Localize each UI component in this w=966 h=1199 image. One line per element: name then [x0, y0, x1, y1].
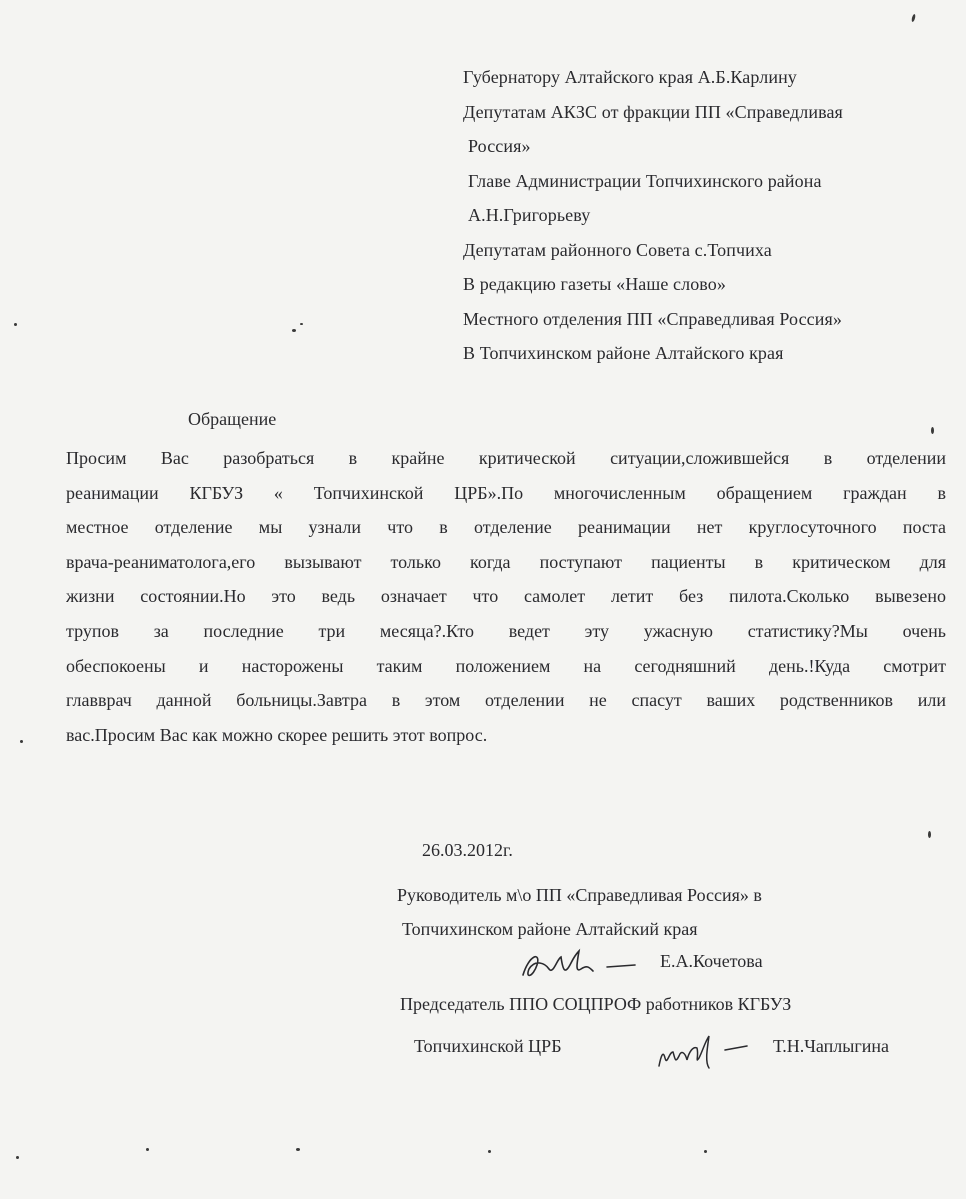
addressee-line: В редакцию газеты «Наше слово» [463, 274, 726, 294]
signer2-name: Т.Н.Чаплыгина [773, 1036, 889, 1056]
addressee-line: Россия» [468, 136, 531, 156]
body-line: трупов за последние три месяца?.Кто ведет эту ужасную статистику?Мы очень [66, 620, 946, 641]
letter-body [66, 441, 946, 752]
scan-speck [296, 1148, 300, 1151]
addressee-block [463, 60, 943, 371]
scan-speck [928, 831, 931, 838]
scan-speck [704, 1150, 707, 1153]
scan-speck [931, 427, 934, 434]
body-line: главврач данной больницы.Завтра в этом отделении не спасут ваших родственников или [66, 690, 946, 711]
scan-speck [14, 323, 17, 326]
addressee-line: Депутатам районного Совета с.Топчиха [463, 239, 772, 260]
signer2-org: Топчихинской ЦРБ [414, 1036, 562, 1056]
scan-speck [488, 1150, 491, 1153]
document-heading: Обращение [188, 409, 277, 429]
scan-speck [292, 329, 296, 332]
addressee-line: Губернатору Алтайского края А.Б.Карлину [463, 67, 797, 87]
addressee-line: Местного отделения ПП «Справедливая Россия» [463, 308, 842, 329]
body-line: реанимации КГБУЗ « Топчихинской ЦРБ».По многочисленным обращением граждан в [66, 482, 946, 503]
signer1-role-line: Топчихинском районе Алтайский края [402, 919, 698, 939]
addressee-line: В Топчихинском районе Алтайского края [463, 343, 784, 363]
body-line: жизни состоянии.Но это ведь означает что самолет летит без пилота.Сколько вывезено [66, 586, 946, 607]
signer2-signature [655, 1028, 765, 1072]
body-line: обеспокоены и насторожены таким положением на сегодняшний день.!Куда смотрит [66, 655, 946, 676]
addressee-line: Депутатам АКЗС от фракции ПП «Справедливая [463, 101, 843, 122]
scan-speck [911, 14, 916, 23]
scan-speck [16, 1156, 19, 1159]
body-line: вас.Просим Вас как можно скорее решить этот вопрос. [66, 724, 488, 745]
addressee-line: А.Н.Григорьеву [468, 205, 591, 225]
scan-speck [300, 323, 303, 325]
signer2-role: Председатель ППО СОЦПРОФ работников КГБУЗ [400, 994, 792, 1014]
scan-speck [20, 740, 23, 743]
signer1-name: Е.А.Кочетова [660, 951, 763, 971]
body-line: Просим Вас разобраться в крайне критической ситуации,сложившейся в отделении [66, 448, 946, 468]
addressee-line: Главе Администрации Топчихинского района [468, 170, 822, 191]
letter-date: 26.03.2012г. [422, 840, 513, 860]
signer1-signature [515, 945, 655, 985]
scan-speck [146, 1148, 149, 1151]
signer1-role-line: Руководитель м\о ПП «Справедливая Россия» в [397, 885, 762, 905]
body-line: местное отделение мы узнали что в отделение реанимации нет круглосуточного поста [66, 517, 946, 538]
body-line: врача-реаниматолога,его вызывают только когда поступают пациенты в критическом для [66, 551, 946, 572]
signer1-role [397, 878, 762, 946]
